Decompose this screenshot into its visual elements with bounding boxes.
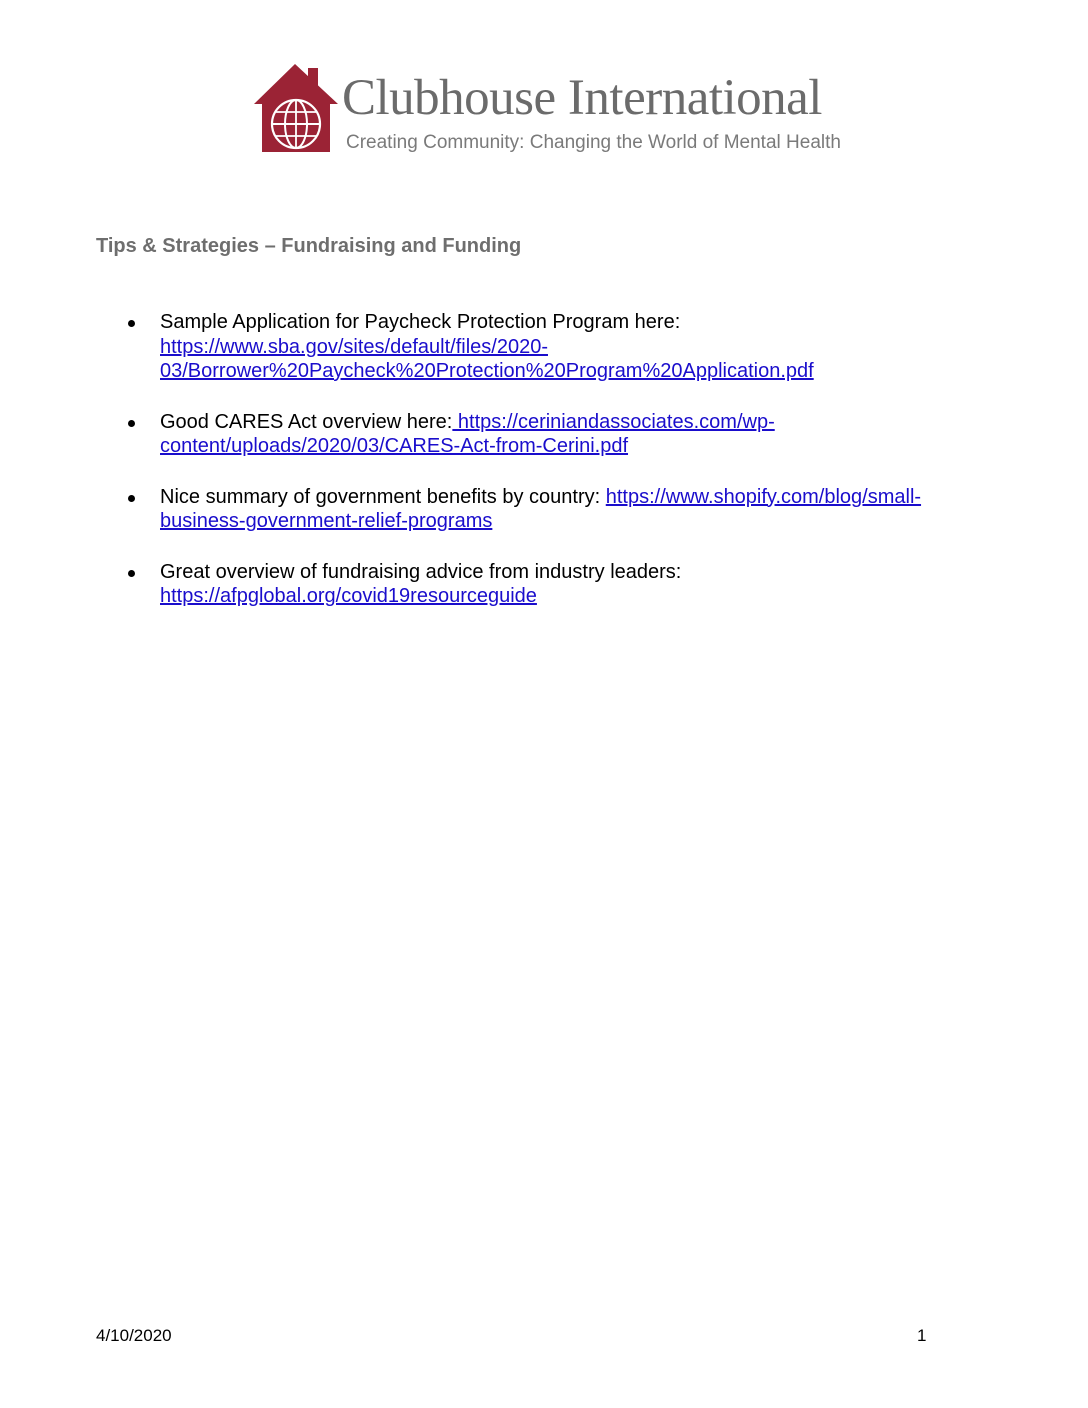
list-item bbox=[0, 485, 1088, 534]
logo-name: Clubhouse International bbox=[342, 70, 822, 126]
sba-ppp-application-link[interactable] bbox=[160, 336, 814, 383]
item-text: Great overview of fundraising advice from industry leaders: bbox=[160, 560, 682, 583]
item-text: Nice summary of government benefits by country: bbox=[160, 485, 606, 508]
item-text: Good CARES Act overview here: bbox=[160, 410, 453, 433]
link-text[interactable]: business-government-relief-programs bbox=[160, 510, 493, 532]
link-text[interactable]: content/uploads/2020/03/CARES-Act-from-Cerini.pdf bbox=[160, 435, 629, 457]
page-number: 1 bbox=[917, 1326, 927, 1345]
clubhouse-logo bbox=[252, 62, 852, 162]
house-globe-icon bbox=[252, 62, 338, 154]
link-text[interactable]: 03/Borrower%20Paycheck%20Protection%20Program%20Application.pdf bbox=[160, 360, 814, 382]
item-text: Sample Application for Paycheck Protection Program here: bbox=[160, 311, 681, 333]
logo-tagline: Creating Community: Changing the World of Mental Health bbox=[346, 132, 841, 153]
list-item bbox=[0, 410, 1088, 459]
bullet-icon bbox=[128, 320, 135, 327]
link-text[interactable]: https://afpglobal.org/covid19resourceguide bbox=[160, 585, 537, 607]
bullet-icon bbox=[128, 420, 135, 427]
link-text[interactable]: https://ceriniandassociates.com/wp- bbox=[452, 410, 775, 433]
bullet-icon bbox=[128, 570, 135, 577]
afp-resource-guide-link[interactable] bbox=[160, 585, 537, 607]
link-text[interactable]: https://www.shopify.com/blog/small- bbox=[605, 485, 922, 508]
resource-list bbox=[0, 310, 1088, 635]
list-item bbox=[0, 560, 1088, 609]
page-title: Tips & Strategies – Fundraising and Funding bbox=[96, 235, 522, 257]
bullet-icon bbox=[128, 495, 135, 502]
link-text[interactable]: https://www.sba.gov/sites/default/files/2020- bbox=[160, 335, 548, 358]
footer-date: 4/10/2020 bbox=[96, 1326, 172, 1345]
list-item bbox=[0, 310, 1088, 384]
